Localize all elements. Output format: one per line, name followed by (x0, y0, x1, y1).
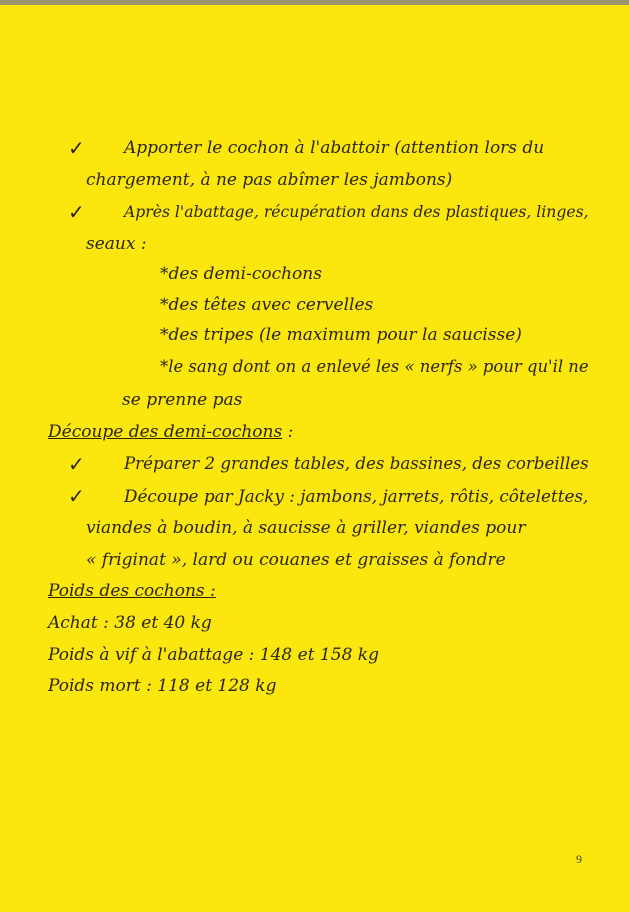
scan-top-edge (0, 0, 629, 5)
check-icon: ✓ (68, 484, 85, 508)
sub-item-continuation: se prenne pas (122, 390, 243, 410)
heading-colon: : (282, 422, 294, 442)
page-number: 9 (576, 852, 582, 866)
check-icon: ✓ (68, 452, 85, 476)
weight-line: Poids à vif à l'abattage : 148 et 158 kg (48, 645, 379, 665)
check-icon: ✓ (68, 136, 85, 160)
weight-line: Poids mort : 118 et 128 kg (48, 676, 277, 696)
bullet-line: Préparer 2 grandes tables, des bassines, des corbeilles (124, 454, 589, 473)
heading-text: Découpe des demi-cochons (48, 422, 283, 442)
text: Apporter le cochon à l'abattoir (attention lors du (124, 138, 545, 158)
sub-item: *le sang dont on a enlevé les « nerfs » pour qu'il ne (160, 357, 589, 376)
bullet-continuation: viandes à boudin, à saucisse à griller, viandes pour (86, 518, 526, 538)
bullet-line: Après l'abattage, récupération dans des plastiques, linges, (124, 203, 589, 221)
sub-item: *des tripes (le maximum pour la saucisse) (160, 325, 522, 345)
sub-item: *des demi-cochons (160, 264, 322, 284)
section-heading: Poids des cochons : (48, 581, 216, 601)
bullet-continuation: chargement, à ne pas abîmer les jambons) (86, 170, 453, 190)
check-icon: ✓ (68, 200, 85, 224)
bullet-line (124, 137, 582, 159)
weight-line: Achat : 38 et 40 kg (48, 613, 212, 633)
bullet-continuation: « friginat », lard ou couanes et graisses à fondre (86, 550, 506, 570)
bullet-continuation: seaux : (86, 234, 147, 254)
sub-item: *des têtes avec cervelles (160, 295, 374, 315)
section-heading (48, 421, 293, 443)
bullet-line: Découpe par Jacky : jambons, jarrets, rôtis, côtelettes, (124, 486, 589, 506)
